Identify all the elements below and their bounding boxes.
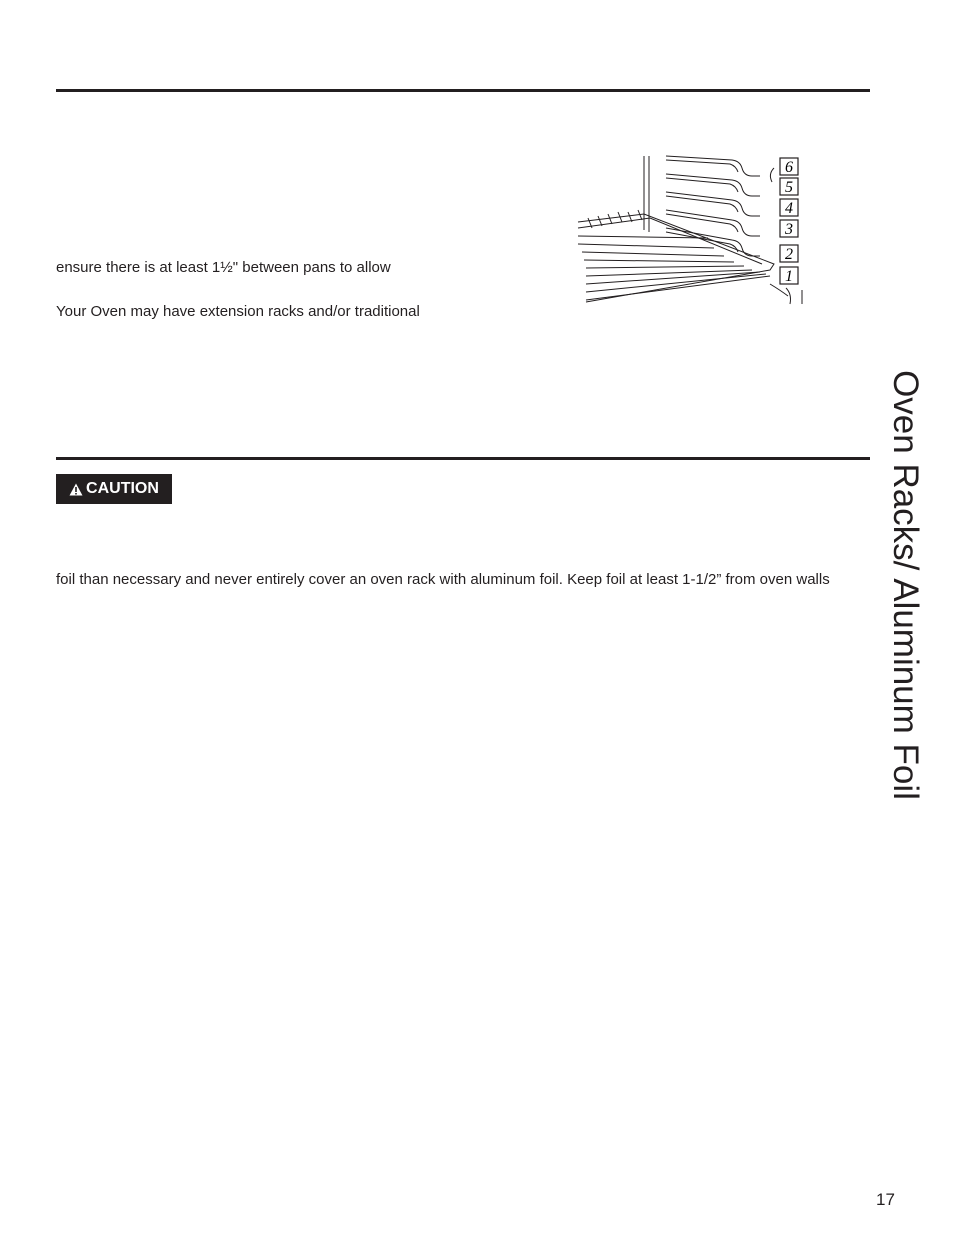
rack-position-labels [780, 158, 798, 285]
rack-position-4 [780, 199, 798, 217]
section-top-rule [56, 89, 870, 92]
section-aluminum-foil-rule [56, 457, 870, 460]
rack-supports [666, 156, 774, 256]
foil-warning-text: foil than necessary and never entirely cover an oven rack with aluminum foil. Keep foil at least 1-1/2” from oven walls [56, 571, 830, 588]
rack-types-text: Your Oven may have extension racks and/or traditional [56, 303, 420, 320]
side-tab-text: Oven Racks/ Aluminum Foil [886, 370, 925, 800]
rack-number-label: 5 [785, 179, 793, 196]
rack-position-2 [780, 245, 798, 263]
caution-label [56, 474, 172, 504]
side-tab-title [870, 370, 940, 800]
rack-position-3 [780, 220, 798, 238]
rack-position-6 [780, 158, 798, 176]
caution-text: CAUTION [86, 480, 159, 497]
page-number: 17 [876, 1190, 895, 1209]
rack-number-label: 2 [785, 246, 793, 263]
oven-rack [578, 210, 802, 304]
rack-number-label: 3 [785, 221, 793, 238]
rack-number-label: 6 [785, 159, 793, 176]
rack-position-1 [780, 267, 798, 285]
rack-number-label: 4 [785, 200, 793, 217]
rack-number-label: 1 [785, 268, 793, 285]
warning-triangle-icon [69, 483, 83, 496]
rack-position-5 [780, 178, 798, 196]
pan-spacing-text: ensure there is at least 1½" between pans to allow [56, 259, 391, 276]
oven-rack-diagram [574, 152, 810, 310]
